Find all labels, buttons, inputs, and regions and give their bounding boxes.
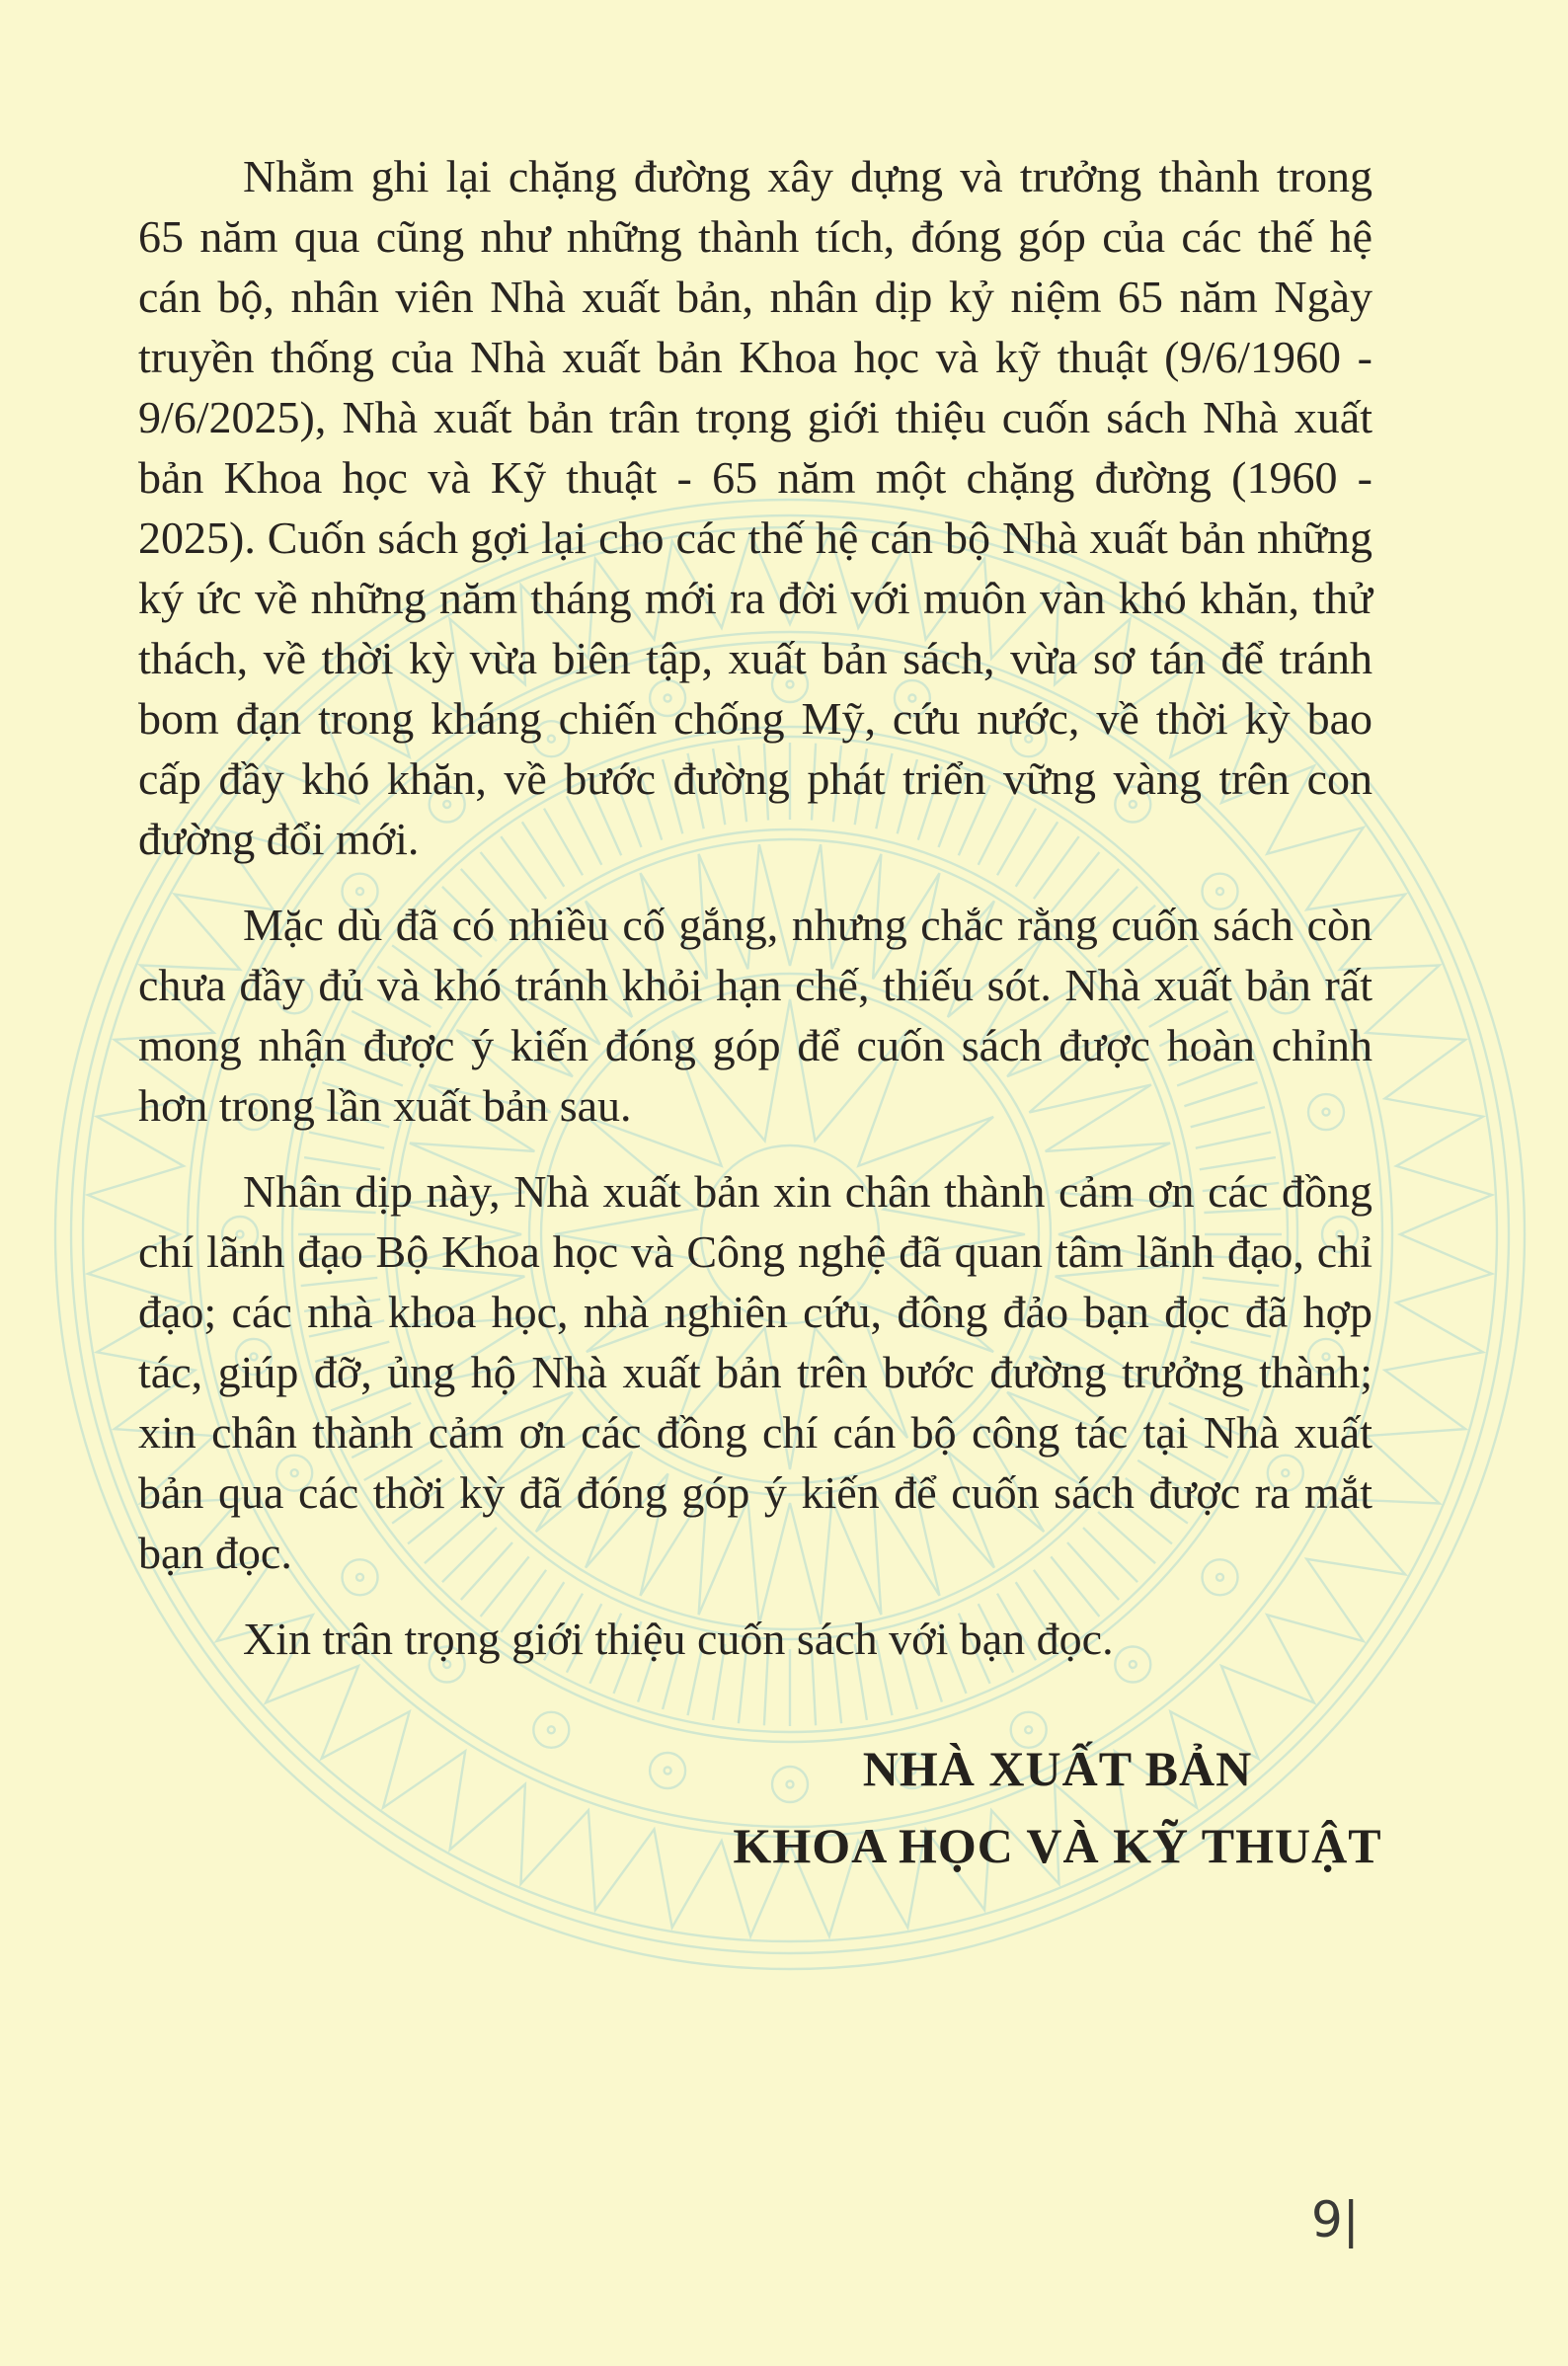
publisher-signature-line1: NHÀ XUẤT BẢN xyxy=(862,1741,1253,1796)
paragraph-3: Nhân dịp này, Nhà xuất bản xin chân thành cảm ơn các đồng chí lãnh đạo Bộ Khoa học và Công nghệ đã quan tâm lãnh đạo, chỉ đạo; các nhà khoa học, nhà nghiên cứu, đông đảo bạn đọc đã hợp tác, giúp đỡ, ủng hộ Nhà xuất bản trên bước đường trưởng thành; xin chân thành cảm ơn các đồng chí cán bộ công tác tại Nhà xuất bản qua các thời kỳ đã đóng góp ý kiến để cuốn sách được ra mắt bạn đọc. xyxy=(138,1166,1372,1578)
page-body xyxy=(138,146,1372,1695)
paragraph-4: Xin trân trọng giới thiệu cuốn sách với bạn đọc. xyxy=(243,1614,1114,1664)
publisher-signature-line2: KHOA HỌC VÀ KỸ THUẬT xyxy=(733,1818,1382,1873)
paragraph-2: Mặc dù đã có nhiều cố gắng, nhưng chắc rằng cuốn sách còn chưa đầy đủ và khó tránh khỏi hạn chế, thiếu sót. Nhà xuất bản rất mong nhận được ý kiến đóng góp để cuốn sách được hoàn chỉnh hơn trong lần xuất bản sau. xyxy=(138,900,1372,1131)
page-number: 9| xyxy=(1311,2191,1360,2248)
publisher-signature xyxy=(564,1730,1551,1884)
paragraph-1: Nhằm ghi lại chặng đường xây dựng và trưởng thành trong 65 năm qua cũng như những thành tích, đóng góp của các thế hệ cán bộ, nhân viên Nhà xuất bản, nhân dịp kỷ niệm 65 năm Ngày truyền thống của Nhà xuất bản Khoa học và kỹ thuật (9/6/1960 - 9/6/2025), Nhà xuất bản trân trọng giới thiệu cuốn sách Nhà xuất bản Khoa học và Kỹ thuật - 65 năm một chặng đường (1960 - 2025). Cuốn sách gợi lại cho các thế hệ cán bộ Nhà xuất bản những ký ức về những năm tháng mới ra đời với muôn vàn khó khăn, thử thách, về thời kỳ vừa biên tập, xuất bản sách, vừa sơ tán để tránh bom đạn trong kháng chiến chống Mỹ, cứu nước, về thời kỳ bao cấp đầy khó khăn, về bước đường phát triển vững vàng trên con đường đổi mới. xyxy=(138,151,1372,864)
